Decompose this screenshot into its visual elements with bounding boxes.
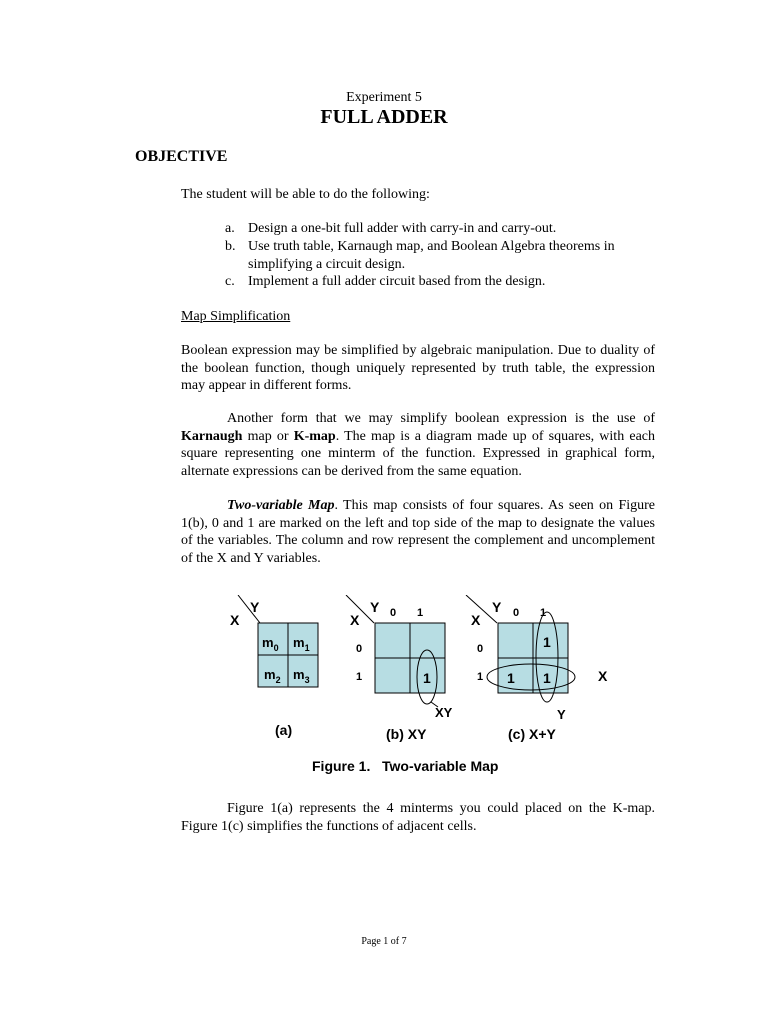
kmap-c-row-label: 1: [477, 671, 484, 683]
two-variable-map-term: Two-variable Map: [227, 498, 335, 513]
page-title: FULL ADDER: [320, 106, 448, 128]
kmap-b-col-label: 1: [417, 607, 424, 619]
k-map-term: K-map: [293, 428, 336, 444]
kmap-b-col-label: 0: [390, 607, 397, 619]
objective-heading: OBJECTIVE: [135, 148, 228, 165]
kmap-c: [466, 595, 608, 742]
kmap-b-row-label: 1: [356, 671, 363, 683]
list-item-label: c.: [225, 274, 235, 289]
kmap-c-col-label: 0: [513, 607, 520, 619]
kmap-b-y-label: Y: [370, 599, 380, 615]
figure-1: [220, 595, 620, 780]
kmap-c-cell-one: 1: [543, 634, 551, 650]
kmap-b-loop-label: XY: [435, 705, 453, 720]
paragraph-2: [181, 410, 655, 480]
kmap-a-y-label: Y: [250, 599, 260, 615]
kmap-a-x-label: X: [230, 612, 240, 628]
paragraph-4: [181, 800, 655, 835]
experiment-number: Experiment 5: [346, 90, 422, 105]
list-item-label: b.: [225, 239, 236, 254]
kmap-c-loop-x-label: X: [598, 668, 608, 684]
paragraph-4-text: Figure 1(a) represents the 4 minterms you could placed on the K-map. Figure 1(c) simplifies the functions of adjacent cells.: [181, 801, 655, 834]
kmap-a-sublabel: (a): [275, 722, 293, 738]
paragraph-2-text-c: . The map is a diagram made up of squares, with each square representing one minterm of the function. Expressed in graphical form, alternate expressions can be derived from the same equation.: [181, 428, 655, 479]
kmap-b: [346, 595, 453, 742]
kmap-b-x-label: X: [350, 612, 360, 628]
kmap-a-cell-m0: $m_0$: [262, 635, 279, 653]
kmap-c-sublabel: (c) X+Y: [508, 726, 556, 742]
kmap-c-cell-one: 1: [507, 670, 515, 686]
kmap-c-x-label: X: [471, 612, 481, 628]
list-item-text: Use truth table, Karnaugh map, and Boolean Algebra theorems in simplifying a circuit design.: [248, 239, 615, 272]
kmap-c-cell-one: 1: [543, 670, 551, 686]
kmap-c-y-label: Y: [492, 599, 502, 615]
map-simplification-heading: Map Simplification: [181, 309, 291, 324]
paragraph-2-text-a: Another form that we may simplify boolean expression is the use of: [227, 411, 655, 426]
list-item-text: Implement a full adder circuit based from the design.: [248, 274, 546, 289]
paragraph-3: [181, 497, 655, 567]
kmap-a: [230, 595, 318, 738]
kmap-b-cell-one: 1: [423, 670, 431, 686]
page-number: Page 1 of 7: [361, 936, 407, 947]
kmap-c-loop-y-label: Y: [557, 707, 566, 722]
kmap-c-col-label: 1: [540, 607, 547, 619]
kmap-a-cell-m3: $m_3$: [293, 667, 310, 685]
objective-intro: The student will be able to do the following:: [181, 187, 430, 202]
kmap-b-sublabel: (b) XY: [386, 726, 427, 742]
list-item-text: Design a one-bit full adder with carry-in and carry-out.: [248, 221, 557, 236]
paragraph-1: Boolean expression may be simplified by algebraic manipulation. Due to duality of the boolean function, though uniquely represented by truth table, the expression may appear in different forms.: [181, 343, 655, 394]
paragraph-2-text-b: map or: [242, 428, 294, 444]
kmap-b-row-label: 0: [356, 643, 363, 655]
paragraph-3-text: . This map consists of four squares. As seen on Figure 1(b), 0 and 1 are marked on the left and top side of the map to designate the values of the variables. The column and row represent the complement and uncomplement of the X and Y variables.: [181, 498, 656, 566]
list-item-label: a.: [225, 221, 235, 236]
karnaugh-term: Karnaugh: [181, 428, 243, 444]
kmap-a-cell-m1: $m_1$: [293, 635, 310, 653]
figure-caption: Figure 1. Two-variable Map: [312, 758, 499, 774]
kmap-c-row-label: 0: [477, 643, 484, 655]
kmap-a-cell-m2: $m_2$: [264, 667, 281, 685]
